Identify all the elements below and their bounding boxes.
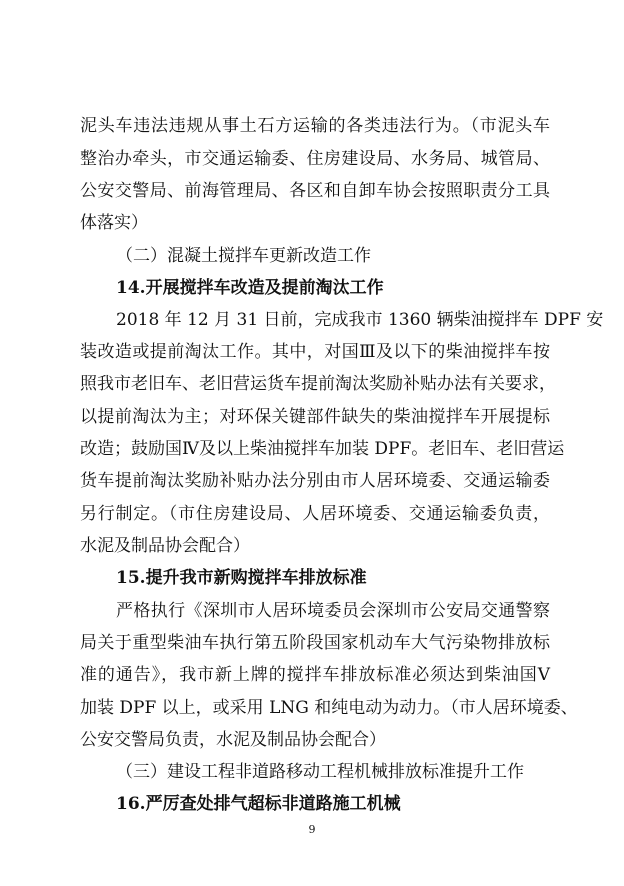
- item-heading: 14.开展搅拌车改造及提前淘汰工作: [116, 278, 384, 298]
- body-text-line: 公安交警局负责，水泥及制品协会配合）: [80, 730, 386, 750]
- page-number: 9: [308, 823, 316, 836]
- body-text-line: 严格执行《深圳市人居环境委员会深圳市公安局交通警察: [116, 601, 550, 621]
- section-subheading: （二）混凝土搅拌车更新改造工作: [116, 246, 371, 266]
- body-text-line: 泥头车违法违规从事土石方运输的各类违法行为。（市泥头车: [80, 116, 550, 136]
- body-text-line: 整治办牵头，市交通运输委、住房建设局、水务局、城管局、: [80, 149, 550, 169]
- body-text-line: 公安交警局、前海管理局、各区和自卸车协会按照职责分工具: [80, 181, 550, 201]
- body-text-line: 以提前淘汰为主；对环保关键部件缺失的柴油搅拌车开展提标: [80, 407, 550, 427]
- body-text-line: 2018 年 12 月 31 日前，完成我市 1360 辆柴油搅拌车 DPF 安: [116, 310, 604, 330]
- body-text-line: 改造；鼓励国Ⅳ及以上柴油搅拌车加装 DPF。老旧车、老旧营运: [80, 439, 565, 459]
- item-heading: 15.提升我市新购搅拌车排放标准: [116, 568, 367, 588]
- body-text-line: 装改造或提前淘汰工作。其中，对国Ⅲ及以下的柴油搅拌车按: [80, 342, 550, 362]
- section-subheading: （三）建设工程非道路移动工程机械排放标准提升工作: [116, 762, 524, 782]
- body-text-line: 局关于重型柴油车执行第五阶段国家机动车大气污染物排放标: [80, 633, 550, 653]
- body-text-line: 照我市老旧车、老旧营运货车提前淘汰奖励补贴办法有关要求，: [80, 374, 556, 394]
- item-heading: 16.严厉查处排气超标非道路施工机械: [116, 794, 401, 814]
- body-text-line: 加装 DPF 以上，或采用 LNG 和纯电动为动力。（市人居环境委、: [80, 698, 578, 718]
- body-text-line: 体落实）: [80, 213, 148, 233]
- body-text-line: 准的通告》，我市新上牌的搅拌车排放标准必须达到柴油国Ⅴ: [80, 665, 550, 685]
- body-text-line: 另行制定。（市住房建设局、人居环境委、交通运输委负责，: [80, 504, 550, 524]
- body-text-line: 货车提前淘汰奖励补贴办法分别由市人居环境委、交通运输委: [80, 471, 550, 491]
- body-text-line: 水泥及制品协会配合）: [80, 536, 250, 556]
